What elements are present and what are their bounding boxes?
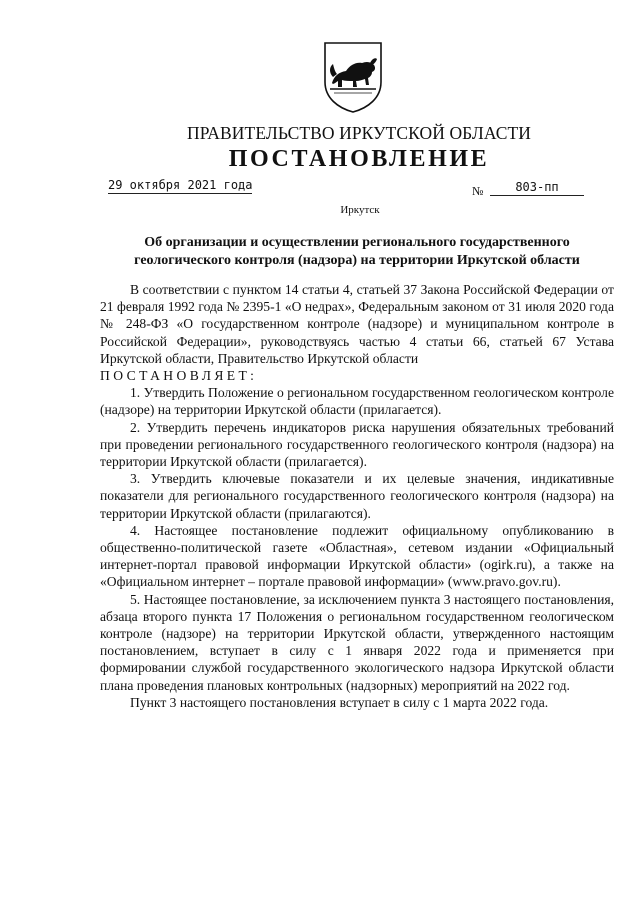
- title-line: геологического контроля (надзора) на территории Иркутской области: [134, 253, 580, 268]
- item-paragraph: 3. Утвердить ключевые показатели и их целевые значения, индикативные показатели для регионального государственного геологического контроля (надзора) на территории Иркутской области (прилагаются).: [100, 471, 614, 521]
- item-paragraph: 1. Утвердить Положение о региональном государственном геологическом контроле (надзоре) на территории Иркутской области (прилагается).: [100, 385, 614, 418]
- document-title: [100, 234, 614, 270]
- resolves-heading: ПОСТАНОВЛЯЕТ:: [100, 368, 258, 384]
- item-paragraph: Пункт 3 настоящего постановления вступает в силу с 1 марта 2022 года.: [130, 694, 549, 710]
- document-date: 29 октября 2021 года: [108, 178, 253, 192]
- item-paragraph: 2. Утвердить перечень индикаторов риска нарушения обязательных требований при проведении регионального государственного геологического контроля (надзора) на территории Иркутской области (прилагается).: [100, 419, 614, 470]
- document-type: ПОСТАНОВЛЕНИЕ: [228, 146, 490, 172]
- title-line: Об организации и осуществлении регионального государственного: [144, 235, 570, 250]
- government-name: ПРАВИТЕЛЬСТВО ИРКУТСКОЙ ОБЛАСТИ: [186, 123, 532, 143]
- document-body: [100, 281, 614, 711]
- preamble-paragraph: В соответствии с пунктом 14 статьи 4, статьей 37 Закона Российской Федерации от 21 февраля 1992 года № 2395-1 «О недрах», Федеральным законом от 31 июля 2020 года № 248-ФЗ «О государственном контроле (надзоре) и муниципальном контроле в Российской Федерации», руководствуясь частью 4 статьи 66, статьей 67 Устава Иркутской области, Правительство Иркутской области: [100, 282, 614, 366]
- item-paragraph: 5. Настоящее постановление, за исключением пункта 3 настоящего постановления, абзаца второго пункта 17 Положения о региональном государственном геологическом контроле (надзоре) на территории Иркутской области, утвержденного настоящим постановлением, вступает в силу с 1 января 2022 года и применяется при формировании службой государственного экологического надзора Иркутской области плана проведения плановых контрольных (надзорных) мероприятий на 2022 год.: [100, 591, 614, 693]
- city: Иркутск: [340, 204, 380, 216]
- number-label: №: [472, 184, 484, 198]
- document-number: 803-пп: [490, 180, 584, 196]
- coat-of-arms-icon: [322, 40, 384, 114]
- item-paragraph: 4. Настоящее постановление подлежит официальному опубликованию в общественно-политической газете «Областная», сетевом издании «Официальный интернет-портал правовой информации Иркутской области» (ogirk.ru), а также на «Официальном интернет – портале правовой информации» (www.pravo.gov.ru).: [100, 522, 614, 590]
